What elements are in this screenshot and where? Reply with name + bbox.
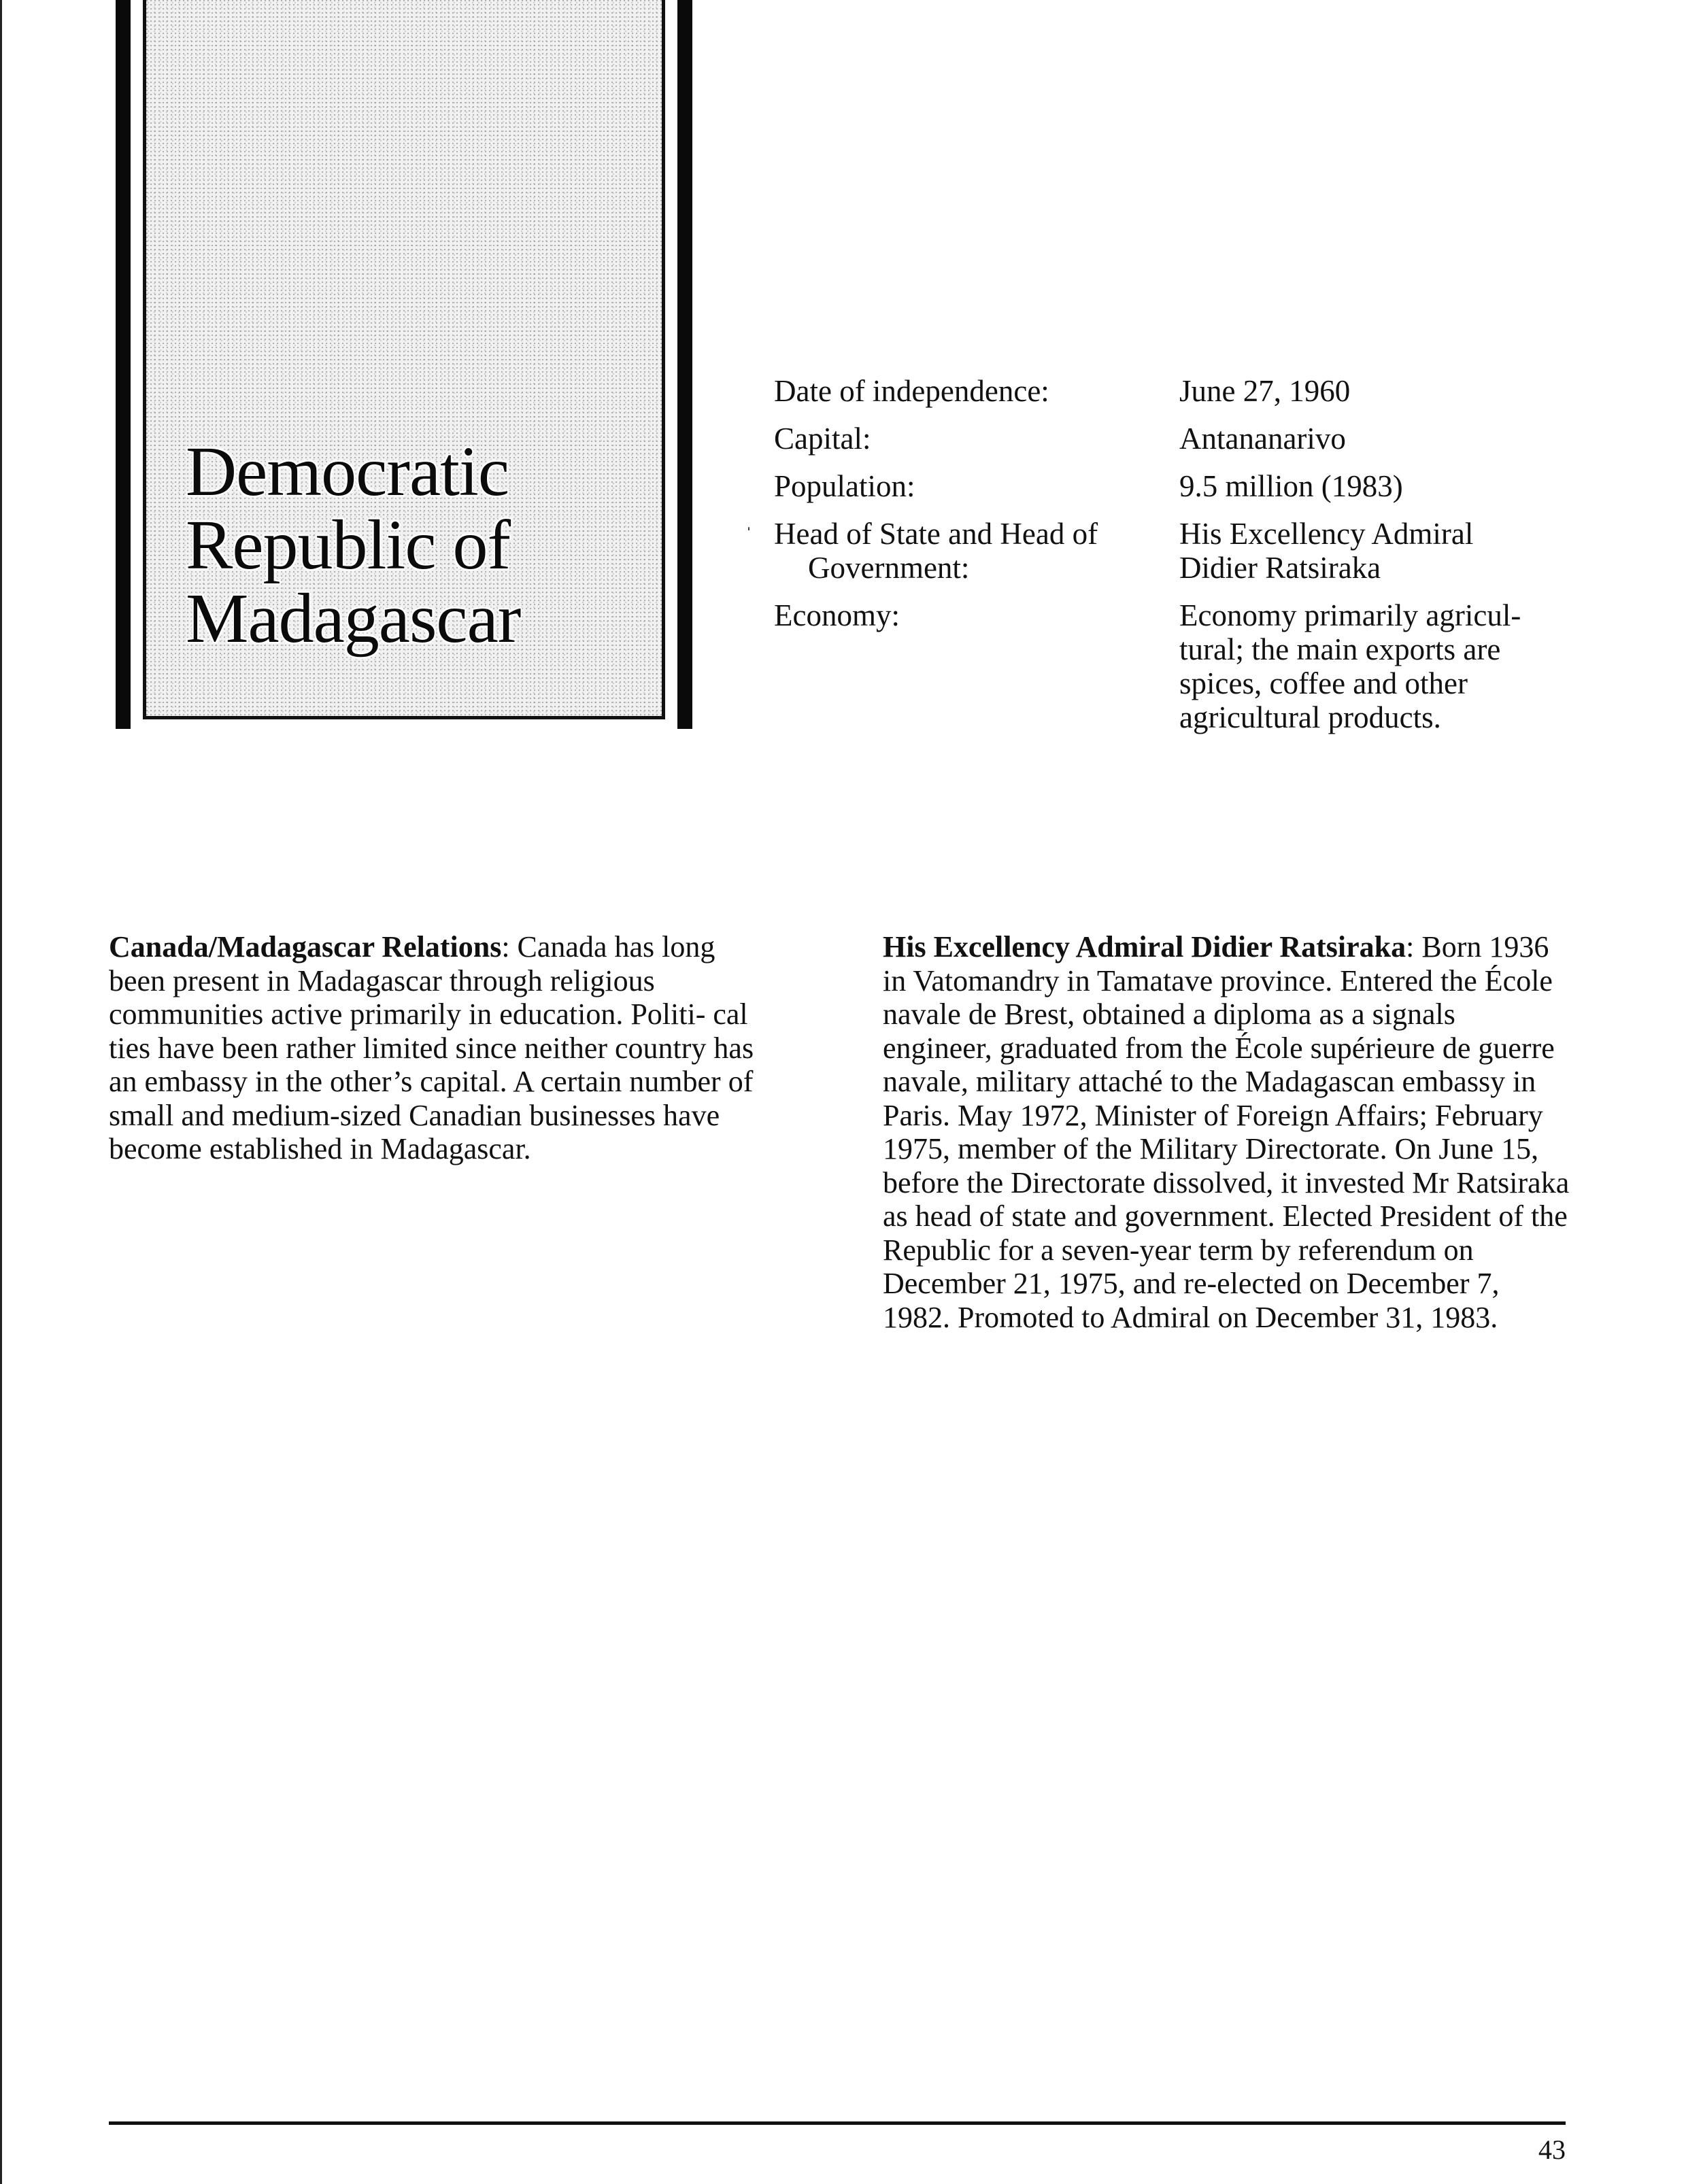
country-title: [186, 432, 521, 658]
fact-row-head-of-state: [745, 517, 1590, 585]
fact-row-population: [774, 469, 1590, 503]
fact-label: Population:: [774, 469, 915, 503]
title-panel-right-bar: [677, 0, 692, 729]
biography-heading: His Excellency Admiral Didier Ratsiraka: [883, 930, 1406, 963]
fact-value: 9.5 million (1983): [1179, 469, 1403, 503]
biography-paragraph: [883, 930, 1570, 1334]
fact-label-line: Government:: [808, 551, 970, 585]
country-title-line-1: Democratic: [186, 432, 509, 511]
fact-row-independence: [774, 374, 1590, 408]
relations-text: : Canada has long been present in Madagascar through religious communities active primarily in education. Politi- cal ties have been rather limited since neither country has an embassy in the other’s capital. A certain number of small and medium-sized Canadian businesses have become established in Madagascar.: [109, 930, 754, 1165]
fact-value: Antananarivo: [1179, 422, 1346, 456]
country-facts-table: [745, 374, 1590, 748]
fact-row-capital: [774, 422, 1590, 456]
fact-row-economy: [774, 598, 1590, 734]
title-panel-left-bar: [116, 0, 131, 729]
fact-label: Date of independence:: [774, 374, 1049, 408]
fact-value: June 27, 1960: [1179, 374, 1351, 408]
fact-value: [1179, 517, 1581, 585]
fact-label-line: Head of State and Head of: [774, 517, 1098, 551]
fact-label: Capital:: [774, 422, 871, 456]
margin-tick-mark: ˈ: [745, 524, 752, 546]
fact-value-line: His Excellency Admiral: [1179, 517, 1474, 551]
biography-text: : Born 1936 in Vatomandry in Tamatave province. Entered the École navale de Brest, obtained a diploma as a signals engineer, graduated from the École supérieure de guerre navale, military attaché to the Madagascan embassy in Paris. May 1972, Minister of Foreign Affairs; February 1975, member of the Military Directorate. On June 15, before the Directorate dissolved, it invested Mr Ratsiraka as head of state and government. Elected President of the Republic for a seven-year term by referendum on December 21, 1975, and re-elected on December 7, 1982. Promoted to Admiral on December 31, 1983.: [883, 930, 1570, 1334]
country-title-line-3: Madagascar: [186, 579, 521, 658]
relations-paragraph: [109, 930, 762, 1166]
page-binding-edge: [0, 0, 4, 2184]
relations-heading: Canada/Madagascar Relations: [109, 930, 502, 963]
country-title-line-2: Republic of: [186, 506, 511, 584]
fact-value: Economy primarily agricul- tural; the main exports are spices, coffee and other agricultural products.: [1179, 598, 1521, 734]
fact-value-line: Didier Ratsiraka: [1179, 551, 1381, 585]
title-panel-stipple-background: [143, 0, 665, 719]
fact-label: [774, 517, 1155, 585]
page-number: 43: [1538, 2134, 1566, 2165]
footer-rule: [109, 2121, 1566, 2125]
title-panel: [116, 0, 692, 729]
fact-label: Economy:: [774, 598, 900, 632]
